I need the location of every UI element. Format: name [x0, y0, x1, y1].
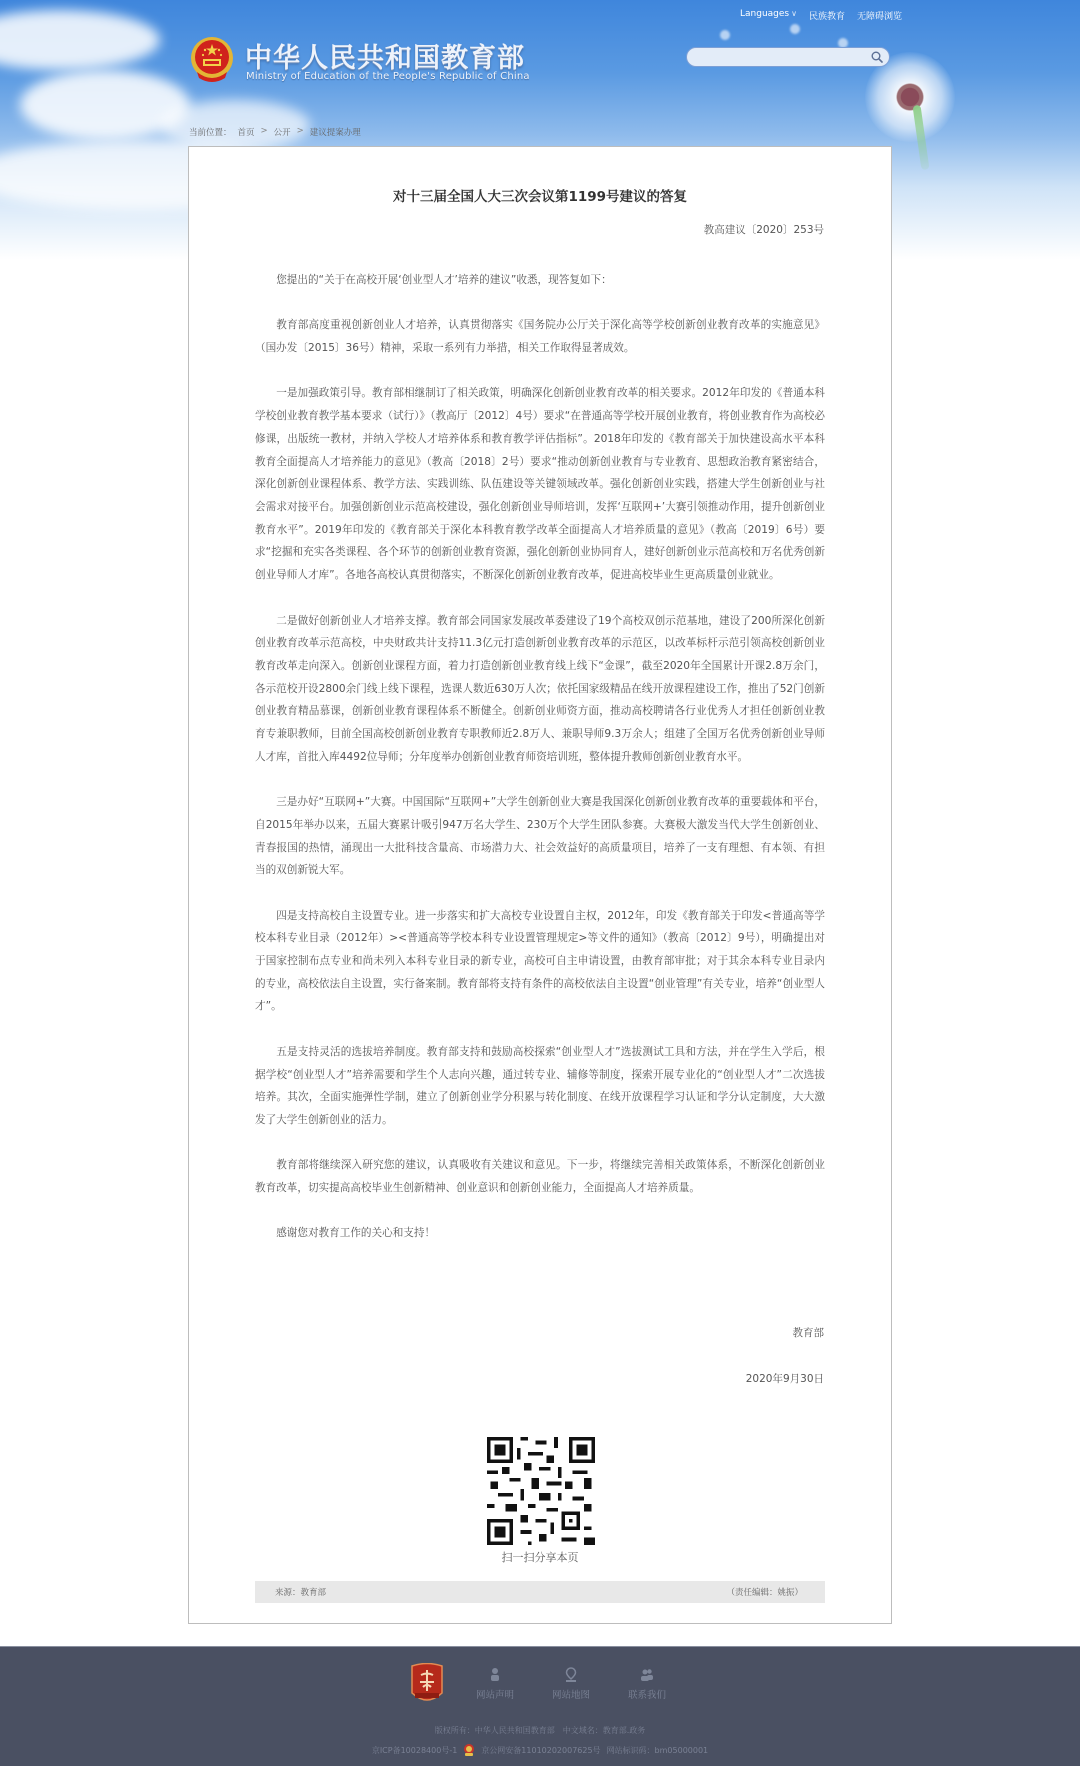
document-number: 教高建议〔2020〕253号 — [703, 224, 824, 236]
paragraph-talent-support: 二是做好创新创业人才培养支撑。教育部会同国家发展改革委建设了19个高校双创示范基地，建设了200所深化创新创业教育改革示范高校，中央财政共计支持11.3亿元打造创新创业教育改革的示范区，以改革标杆示范引领高校创新创业教育改革走向深入。创新创业课程方面，着力打造创新创业教育线上线下“金课”，截至2020年全国累计开课2.8万余门，各示范校开设2800余门线上线下课程，选课人数近630万人次；依托国家级精品在线开放课程建设工作，推出了52门创新创业教育精品慕课，创新创业教育课程体系不断健全。创新创业师资方面，推动高校聘请各行业优秀人才担任创新创业教育专兼职教师，目前全国高校创新创业教育专职教师近2.8万人、兼职导师9.3万余人；组建了全国万名优秀创新创业导师人才库，首批入库4492位导师；分年度举办创新创业教育师资培训班，整体提升教师创新创业教育水平。 — [255, 614, 825, 763]
breadcrumb-prefix: 当前位置： — [189, 128, 232, 138]
chevron-down-icon: ∨ — [791, 9, 797, 18]
footer-link-statement[interactable] — [470, 1667, 520, 1701]
icp-link[interactable]: 京ICP备10028400号-1 — [371, 1745, 458, 1755]
site-identifier: 网站标识码：bm05000001 — [606, 1745, 709, 1755]
police-record-link[interactable]: 京公网安备11010202007625号 — [481, 1745, 601, 1755]
national-emblem-icon — [189, 36, 235, 86]
editor-label: （责任编辑：姚振） — [726, 1588, 803, 1598]
footer-links — [470, 1667, 672, 1701]
person-icon — [488, 1667, 502, 1683]
breadcrumb-separator: > — [296, 126, 304, 136]
cloud-decoration — [0, 10, 160, 70]
footer — [0, 1646, 1080, 1766]
party-government-badge-icon[interactable] — [409, 1663, 445, 1707]
paragraph-flexible-selection: 五是支持灵活的选拔培养制度。教育部支持和鼓励高校探索“创业型人才”选拔测试工具和方法，并在学生入学后，根据学校“创业型人才”培养需要和学生个人志向兴趣，通过转专业、辅修等制度，探索开展专业化的“创业型人才”二次选拔培养。其次，全面实施弹性学制，建立了创新创业学分积累与转化制度、在线开放课程学习认证和学分认定制度，大大激发了大学生创新创业的活力。 — [255, 1045, 825, 1126]
paragraph-policy-guidance: 一是加强政策引导。教育部相继制订了相关政策，明确深化创新创业教育改革的相关要求。2012年印发的《普通本科学校创业教育教学基本要求（试行）》（教高厅〔2012〕4号）要求“在普通高等学校开展创业教育，将创业教育作为高校必修课，出版统一教材，并纳入学校人才培养体系和教育教学评估指标”。2018年印发的《教育部关于加快建设高水平本科教育全面提高人才培养能力的意见》（教高〔2018〕2号）要求“推动创新创业教育与专业教育、思想政治教育紧密结合，深化创新创业课程体系、教学方法、实践训练、队伍建设等关键领域改革。强化创新创业实践，搭建大学生创新创业与社会需求对接平台。加强创新创业示范高校建设，强化创新创业导师培训，发挥‘互联网+’大赛引领推动作用，提升创新创业教育水平”。2019年印发的《教育部关于深化本科教育教学改革全面提高人才培养质量的意见》（教高〔2019〕6号）要求“挖掘和充实各类课程、各个环节的创新创业教育资源，强化创新创业协同育人，建好创新创业示范高校和万名优秀创新创业导师人才库”。各地各高校认真贯彻落实，不断深化创新创业教育改革，促进高校毕业生更高质量创业就业。 — [255, 387, 825, 582]
qr-code-icon — [487, 1437, 595, 1545]
seed-decoration — [720, 30, 730, 40]
source-bar — [255, 1581, 825, 1603]
paragraph-thanks: 感谢您对教育工作的关心和支持！ — [276, 1227, 436, 1240]
seed-decoration — [790, 24, 800, 34]
breadcrumb-public[interactable]: 公开 — [273, 128, 291, 138]
contacts-icon — [640, 1667, 654, 1683]
paragraph-internet-plus: 三是办好“互联网+”大赛。中国国际“互联网+”大学生创新创业大赛是我国深化创新创业教育改革的重要载体和平台，自2015年举办以来，五届大赛累计吸引947万名大学生、230万个大学生团队参赛。大赛极大激发当代大学生创新创业、青春报国的热情，涌现出一大批科技含量高、市场潜力大、社会效益好的高质量项目，培养了一支有理想、有本领、有担当的双创新锐大军。 — [255, 796, 825, 877]
search-input[interactable] — [697, 52, 867, 70]
paragraph-intro: 教育部高度重视创新创业人才培养，认真贯彻落实《国务院办公厅关于深化高等学校创新创业教育改革的实施意见》（国办发〔2015〕36号）精神，采取一系列有力举措，相关工作取得显著成效。 — [255, 319, 825, 355]
footer-link-label: 网站地图 — [551, 1690, 590, 1701]
breadcrumb — [189, 126, 361, 138]
footer-link-sitemap[interactable] — [546, 1667, 596, 1701]
footer-copyright: 版权所有：中华人民共和国教育部 中文域名：教育部.政务 — [434, 1726, 646, 1735]
top-links — [740, 9, 902, 22]
site-title-english: Ministry of Education of the People's Republic of China — [246, 71, 530, 82]
site-title[interactable]: 中华人民共和国教育部 — [245, 43, 525, 74]
paragraph-greeting: 您提出的“关于在高校开展‘创业型人才’培养的建议”收悉，现答复如下： — [276, 274, 612, 286]
accessibility-link[interactable]: 无障碍浏览 — [856, 12, 902, 22]
breadcrumb-home[interactable]: 首页 — [237, 128, 255, 138]
signature-date: 2020年9月30日 — [745, 1373, 824, 1385]
police-badge-icon — [463, 1743, 475, 1757]
paragraph-autonomous-majors: 四是支持高校自主设置专业。进一步落实和扩大高校专业设置自主权，2012年，印发《教育部关于印发<普通高等学校本科专业目录（2012年）><普通高等学校本科专业设置管理规定>等文件的通知》（教高〔2012〕9号），明确提出对于国家控制布点专业和尚未列入本科专业目录的新专业，高校可自主申请设置，由教育部审批；对于其余本科专业目录内的专业，高校依法自主设置，实行备案制。教育部将支持有条件的高校依法自主设置“创业管理”有关专业，培养“创业型人才”。 — [255, 909, 825, 1013]
source-label: 来源：教育部 — [275, 1588, 327, 1598]
breadcrumb-proposals[interactable]: 建议提案办理 — [309, 128, 361, 138]
breadcrumb-separator: > — [260, 126, 268, 136]
signature-organization: 教育部 — [792, 1327, 824, 1339]
article-title: 对十三届全国人大三次会议第1199号建议的答复 — [392, 189, 688, 205]
footer-link-label: 联系我们 — [627, 1690, 666, 1701]
languages-link[interactable]: Languages ∨ — [740, 9, 797, 19]
search-icon[interactable] — [871, 51, 883, 63]
footer-link-contact[interactable] — [622, 1667, 672, 1701]
footer-link-label: 网站声明 — [475, 1690, 514, 1701]
map-pin-icon — [564, 1667, 578, 1683]
footer-registration — [0, 1743, 1080, 1757]
article-body — [255, 269, 825, 1268]
paragraph-next-steps: 教育部将继续深入研究您的建议，认真吸收有关建议和意见。下一步，将继续完善相关政策体系，不断深化创新创业教育改革，切实提高高校毕业生创新精神、创业意识和创新创业能力，全面提高人才培养质量。 — [255, 1159, 825, 1195]
article-card — [188, 146, 892, 1624]
qr-caption: 扫一扫分享本页 — [501, 1551, 579, 1564]
search-box — [686, 47, 890, 67]
ethnic-education-link[interactable]: 民族教育 — [808, 12, 845, 22]
